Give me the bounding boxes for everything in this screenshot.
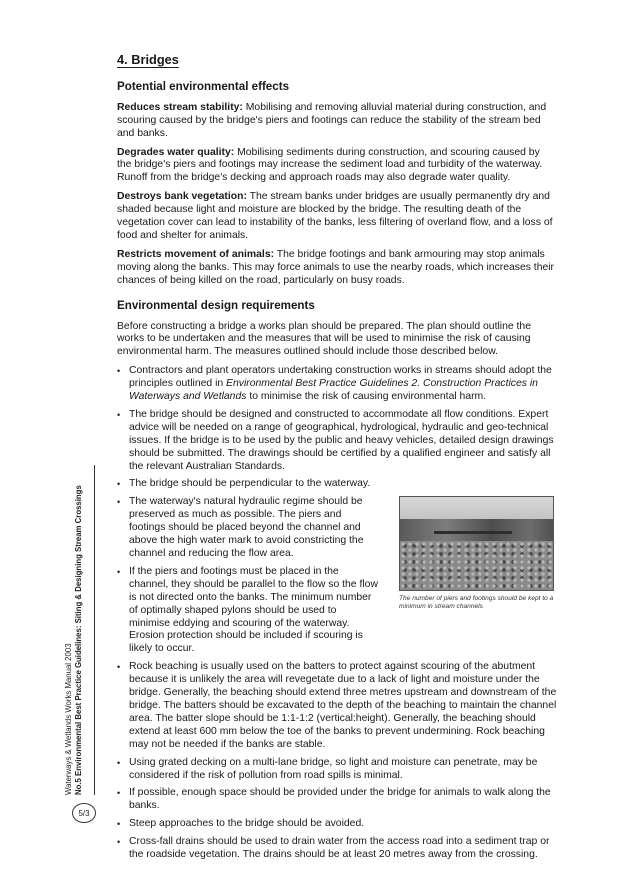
main-content xyxy=(117,54,557,867)
list-item: • Rock beaching is usually used on the batters to protect against scouring of the abutment because it is unlikely the area will revegetate due to a lack of light and moisture under the bridge. Generally, the beaching should extend three metres upstream and downstream of the bridge. The batters should be excavated to the depth of the beaching to maintain the channel area. The batter slope should be 1:1-1:2 (vertical:height). Generally, the beaching should extend at least 600 mm below the toe of the banks to prevent undermining. Rock beaching may not be needed if the banks are stable. xyxy=(117,661,557,751)
paragraph xyxy=(117,102,557,141)
vertical-sidebar xyxy=(64,465,104,828)
list-item xyxy=(117,365,557,404)
paragraph-label: Reduces stream stability: xyxy=(117,101,243,113)
list-item: • If possible, enough space should be provided under the bridge for animals to walk along the banks. xyxy=(117,787,557,813)
bullet-list xyxy=(117,365,557,491)
photo-trees xyxy=(400,519,553,541)
publication-title: Environmental Best Practice Guidelines 2. Construction Practices in Waterways and Wetlands xyxy=(129,378,538,403)
list-item-text: to minimise the risk of causing environmental harm. xyxy=(246,391,487,403)
bullet-list xyxy=(117,661,557,862)
list-item: • The bridge should be perpendicular to the waterway. xyxy=(117,478,557,491)
paragraph xyxy=(117,191,557,243)
list-item-text: Contractors and plant operators undertaking construction works in streams should adopt the principles outlined in xyxy=(129,365,552,390)
photo-bridge xyxy=(434,531,512,534)
paragraph xyxy=(117,249,557,288)
list-item: • The waterway's natural hydraulic regime should be preserved as much as possible. The piers and footings should be placed beyond the channel and above the high water mark to avoid constricting the channel and reducing the flow area. xyxy=(117,496,379,561)
paragraph-text: Mobilising and removing alluvial material during construction, and scouring caused by the bridge's piers and footings can reduce the stability of the stream bed and banks. xyxy=(117,101,547,139)
paragraph-label: Destroys bank vegetation: xyxy=(117,191,247,203)
guideline-title: No.5 Environmental Best Practice Guidelines: Siting & Designing Stream Crossings xyxy=(74,485,83,795)
figure xyxy=(399,496,554,611)
list-item: • Using grated decking on a multi-lane bridge, so light and moisture can penetrate, may be considered if the risk of pollution from road spills is minimal. xyxy=(117,757,557,783)
list-item: • If the piers and footings must be placed in the channel, they should be parallel to the flow so the flow is not directed onto the banks. The minimum number of optimally shaped pylons should be used to minimise eddying and scouring of the waterway. Erosion protection should be included if scouring is likely to occur. xyxy=(117,566,379,656)
paragraph-text: The bridge footings and bank armouring may stop animals moving along the banks. This may force animals to use the nearby roads, which increases their chances of being killed on the road, particularly on busy roads. xyxy=(117,248,555,286)
sidebar-text xyxy=(64,465,92,795)
list-item: • Cross-fall drains should be used to drain water from the access road into a sediment trap or the roadside vegetation. The drains should be at least 20 metres away from the crossing. xyxy=(117,836,557,862)
paragraph xyxy=(117,147,557,186)
bridge-photo xyxy=(399,496,554,591)
paragraph-label: Degrades water quality: xyxy=(117,146,235,158)
section-heading: Environmental design requirements xyxy=(117,298,315,312)
photo-rocks xyxy=(400,541,553,591)
paragraph-text: Mobilising sediments during construction, and scouring caused by the bridge's piers and footings may increase the sediment load and turbidity of the waterway. Runoff from the bridge's decking and approach roads may also degrade water quality. xyxy=(117,146,543,184)
paragraph-text: The stream banks under bridges are usually permanently dry and shaded because light and moisture are blocked by the bridge. The resulting death of the vegetation cover can lead to instability of the banks, less filtering of overland flow, and a loss of food and shelter for animals. xyxy=(117,191,553,241)
sidebar-rule xyxy=(94,465,95,795)
list-item: • Steep approaches to the bridge should be avoided. xyxy=(117,818,557,831)
page-number: 5/3 xyxy=(72,803,96,823)
list-item: • The bridge should be designed and constructed to accommodate all flow conditions. Expert advice will be needed on a range of geographical, hydrological, hydraulic and geo-technical issues. If the bridge is to be used by the public and heavy vehicles, detailed design drawings should be submitted. The drawings should be certified by a qualified engineer and satisfy all the relevant Australian Standards. xyxy=(117,409,557,474)
figure-wrap xyxy=(117,496,557,656)
page-heading: 4. Bridges xyxy=(117,52,179,67)
intro-paragraph: Before constructing a bridge a works plan should be prepared. The plan should outline the works to be undertaken and the measures that will be used to minimise the risk of causing environmental harm. The measures outlined should include those described below. xyxy=(117,320,531,358)
paragraph-label: Restricts movement of animals: xyxy=(117,248,275,260)
manual-title: Waterways & Wetlands Works Manual 2003 xyxy=(64,643,73,795)
section-heading: Potential environmental effects xyxy=(117,79,290,93)
figure-caption: The number of piers and footings should be kept to a minimum in stream channels xyxy=(399,595,554,611)
